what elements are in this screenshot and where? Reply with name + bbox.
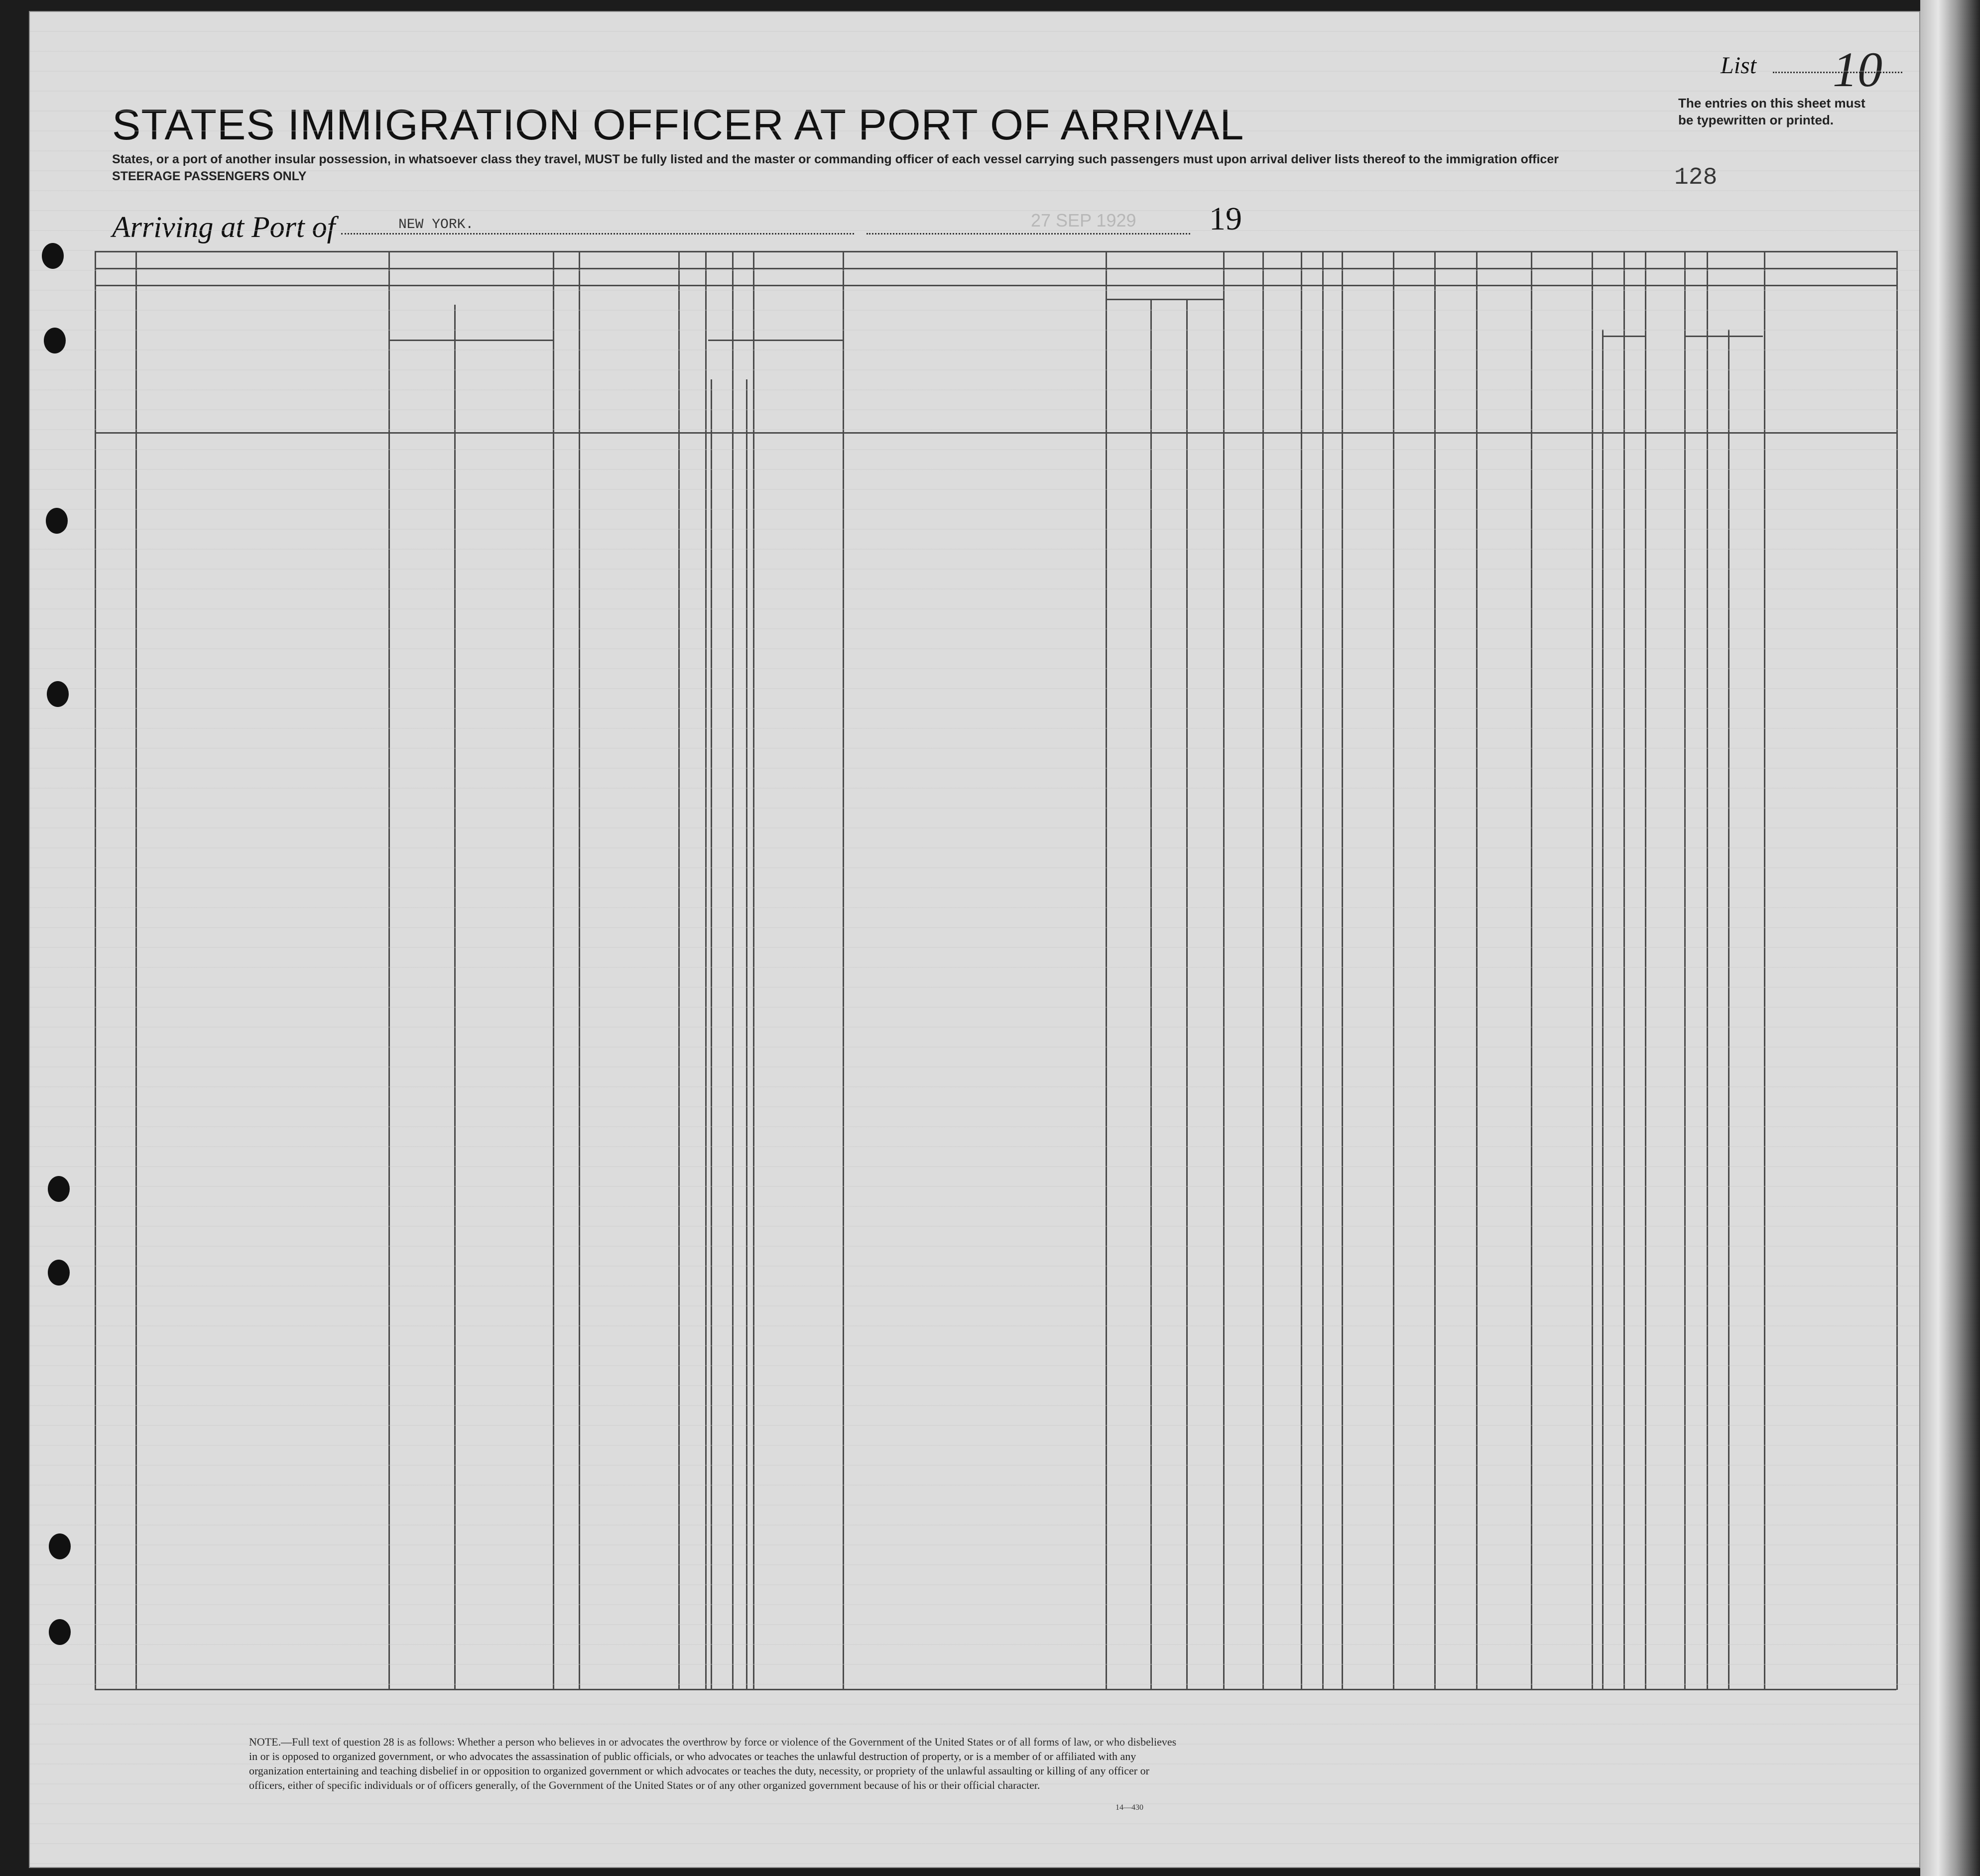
instructions-line-1: States, or a port of another insular possession, in whatsoever class they travel, MUST be fully listed and the master or commanding officer of each vessel carrying such passengers must upon arrival deliver lists thereof to the immigration officer: [112, 152, 1559, 166]
grid-line: [843, 251, 844, 1690]
grid-line: [1645, 251, 1646, 1690]
grid-line: [95, 1689, 1896, 1690]
grid-line: [1531, 251, 1532, 1690]
binding-hole: [42, 243, 64, 269]
binding-hole: [47, 681, 69, 707]
grid-line: [1592, 251, 1593, 1690]
grid-line: [678, 251, 680, 1690]
typewritten-note: [1678, 95, 1865, 128]
grid-line: [1896, 251, 1898, 1690]
grid-line: [1106, 251, 1107, 1690]
grid-line: [1342, 251, 1343, 1690]
grid-line: [1684, 251, 1686, 1690]
grid-line: [753, 251, 754, 1690]
binding-hole: [48, 1176, 70, 1202]
arriving-label: Arriving at Port of: [112, 211, 336, 243]
year-prefix: 19: [1209, 201, 1242, 237]
list-number: 10: [1833, 42, 1882, 97]
grid-line: [1707, 251, 1708, 1690]
list-label: List: [1721, 52, 1757, 79]
grid-line: [1106, 299, 1223, 300]
grid-line: [1476, 251, 1478, 1690]
grid-line: [579, 251, 580, 1690]
typewritten-note-line-2: be typewritten or printed.: [1678, 113, 1834, 127]
footnote: NOTE.—Full text of question 28 is as follows: Whether a person who believes in or advocates the overthrow by force or violence of the Government of the United States or of all forms of law, or who disbelieves in or is opposed to organized government, or who advocates the assassination of public officials, or who advocates or teaches the unlawful destruction of property, or is a member of or affiliated with any organization entertaining and teaching disbelief in or opposition to organized government or which advocates or teaches the duty, necessity, or propriety of the unlawful assaulting or killing of any officer or officers, either of specific individuals or of officers generally, of the Government of the United States or of any other organized government because of his or their official character.: [249, 1736, 1177, 1791]
manifest-sheet: [29, 11, 1920, 1868]
typewritten-note-line-1: The entries on this sheet must: [1678, 96, 1865, 111]
binding-hole: [46, 508, 68, 534]
grid-line: [705, 251, 707, 1690]
grid-line: [388, 340, 553, 341]
grid-line: [708, 340, 843, 341]
port-underline: [341, 233, 854, 234]
grid-line: [95, 432, 1896, 434]
grid-line: [711, 379, 712, 1690]
binding-hole: [44, 328, 66, 353]
grid-line: [135, 251, 137, 1690]
form-number: 14—430: [1115, 1803, 1143, 1812]
page-title: STATES IMMIGRATION OFFICER AT PORT OF ARRIVAL: [112, 101, 1244, 149]
grid-line: [388, 251, 390, 1690]
instructions-line-2: STEERAGE PASSENGERS ONLY: [112, 169, 307, 183]
grid-line: [1301, 251, 1302, 1690]
grid-line: [1623, 251, 1625, 1690]
grid-line: [1434, 251, 1436, 1690]
grid-line: [454, 305, 456, 1690]
grid-line: [746, 379, 747, 1690]
grid-line: [1262, 251, 1264, 1690]
page-number: 128: [1674, 164, 1718, 191]
binding-hole: [49, 1619, 71, 1645]
date-underline: [866, 233, 1190, 234]
grid-line: [1186, 299, 1188, 1690]
grid-line: [1684, 336, 1763, 337]
grid-line: [95, 268, 1896, 269]
binding-hole: [49, 1533, 71, 1559]
paper-stack-edge: [1920, 0, 1980, 1876]
grid-line: [1602, 336, 1645, 337]
grid-line: [1393, 251, 1394, 1690]
grid-line: [1223, 251, 1225, 1690]
grid-line: [1322, 251, 1324, 1690]
grid-line: [1150, 299, 1152, 1690]
grid-line: [1602, 330, 1604, 1690]
grid-line: [95, 251, 1896, 252]
grid-line: [553, 251, 554, 1690]
date-stamp: 27 SEP 1929: [1031, 210, 1136, 231]
grid-line: [732, 251, 734, 1690]
grid-line: [1764, 251, 1765, 1690]
grid-line: [1728, 330, 1730, 1690]
binding-hole: [48, 1260, 70, 1286]
port-value: NEW YORK.: [398, 217, 474, 233]
grid-line: [95, 285, 1896, 286]
grid-line: [95, 251, 96, 1690]
